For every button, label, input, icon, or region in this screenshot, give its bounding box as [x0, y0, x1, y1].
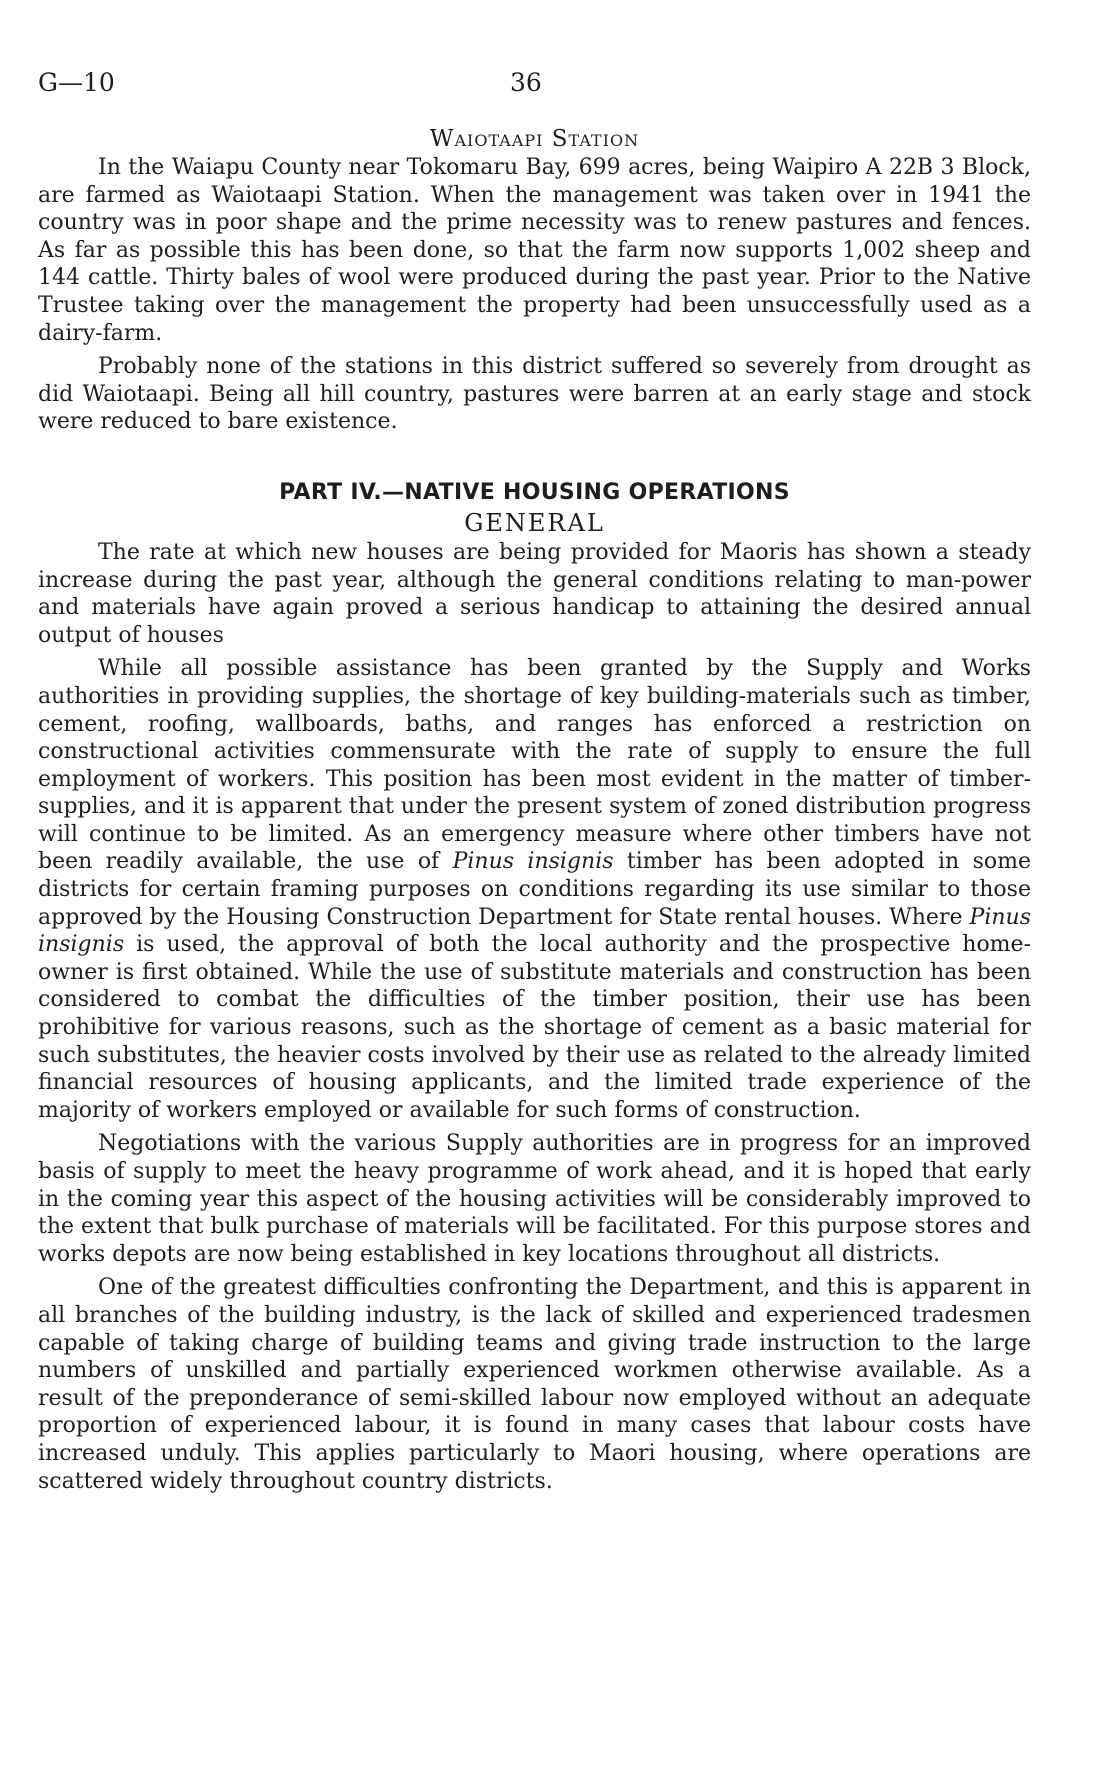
document-code: G—10 [38, 68, 115, 97]
sub-heading-general: GENERAL [464, 508, 605, 537]
paragraph: Probably none of the stations in this district suffered so severely from drought as did Waiotaapi. Being all hill country, pastures were barren at an early stage and stock were reduced to bare existence. [38, 354, 1031, 435]
paragraph-text: timber has been adopted in some districts for certain framing purposes on conditions regarding its use similar to those approved by the Housing Construction Department for State rental houses. Where [38, 849, 1031, 930]
native-housing-section [38, 480, 1031, 1495]
part-heading: PART IV.—NATIVE HOUSING OPERATIONS [279, 479, 790, 505]
paragraph: Negotiations with the various Supply authorities are in progress for an improved basis of supply to meet the heavy programme of work ahead, and it is hoped that early in the coming year this aspect of the housing activities will be considerably improved to the extent that bulk purchase of materials will be facilitated. For this purpose stores and works depots are now being established in key locations throughout all districts. [38, 1131, 1031, 1267]
page-number: 36 [510, 68, 542, 97]
section-heading-waiotaapi: Waiotaapi Station [429, 126, 640, 152]
paragraph: In the Waiapu County near Tokomaru Bay, 699 acres, being Waipiro A 22B 3 Block, are farmed as Waiotaapi Station. When the management was taken over in 1941 the country was in poor shape and the prime necessity was to renew pastures and fences. As far as possible this has been done, so that the farm now supports 1,002 sheep and 144 cattle. Thirty bales of wool were produced during the past year. Prior to the Native Trustee taking over the management the property had been unsuccessfully used as a dairy-farm. [38, 155, 1031, 346]
paragraph: One of the greatest difficulties confronting the Department, and this is apparent in all branches of the building industry, is the lack of skilled and experienced tradesmen capable of taking charge of building teams and giving trade instruction to the large numbers of unskilled and partially experienced workmen otherwise available. As a result of the preponderance of semi-skilled labour now employed without an adequate proportion of experienced labour, it is found in many cases that labour costs have increased unduly. This applies particularly to Maori housing, where operations are scattered widely throughout country districts. [38, 1275, 1031, 1494]
waiotaapi-section [38, 126, 1031, 436]
paragraph-text: is used, the approval of both the local authority and the prospective home-owner is first obtained. While the use of substitute materials and construction has been considered to combat the difficulties of the timber position, their use has been prohibitive for various reasons, such as the shortage of cement as a basic material for such substitutes, the heavier costs involved by their use as related to the already limited financial resources of housing applicants, and the limited trade experience of the majority of workers employed or available for such forms of construction. [38, 932, 1031, 1123]
paragraph-text: While all possible assistance has been granted by the Supply and Works authorities in providing supplies, the shortage of key building-materials such as timber, cement, roofing, wallboards, baths, and ranges has enforced a restriction on constructional activities commensurate with the rate of supply to ensure the full employment of workers. This position has been most evident in the matter of timber-supplies, and it is apparent that under the present system of zoned distribution progress will continue to be limited. As an emergency measure where other timbers have not been readily available, the use of [38, 656, 1031, 875]
italic-term: Pinus insignis [38, 904, 1031, 958]
paragraph-timber-supply [38, 655, 1031, 1124]
page-header [38, 68, 1038, 98]
page-content [38, 126, 1031, 1501]
paragraph: The rate at which new houses are being provided for Maoris has shown a steady increase during the past year, although the general conditions relating to man-power and materials have again proved a serious handicap to attaining the desired annual output of houses [38, 539, 1031, 648]
italic-term: Pinus insignis [452, 849, 614, 875]
